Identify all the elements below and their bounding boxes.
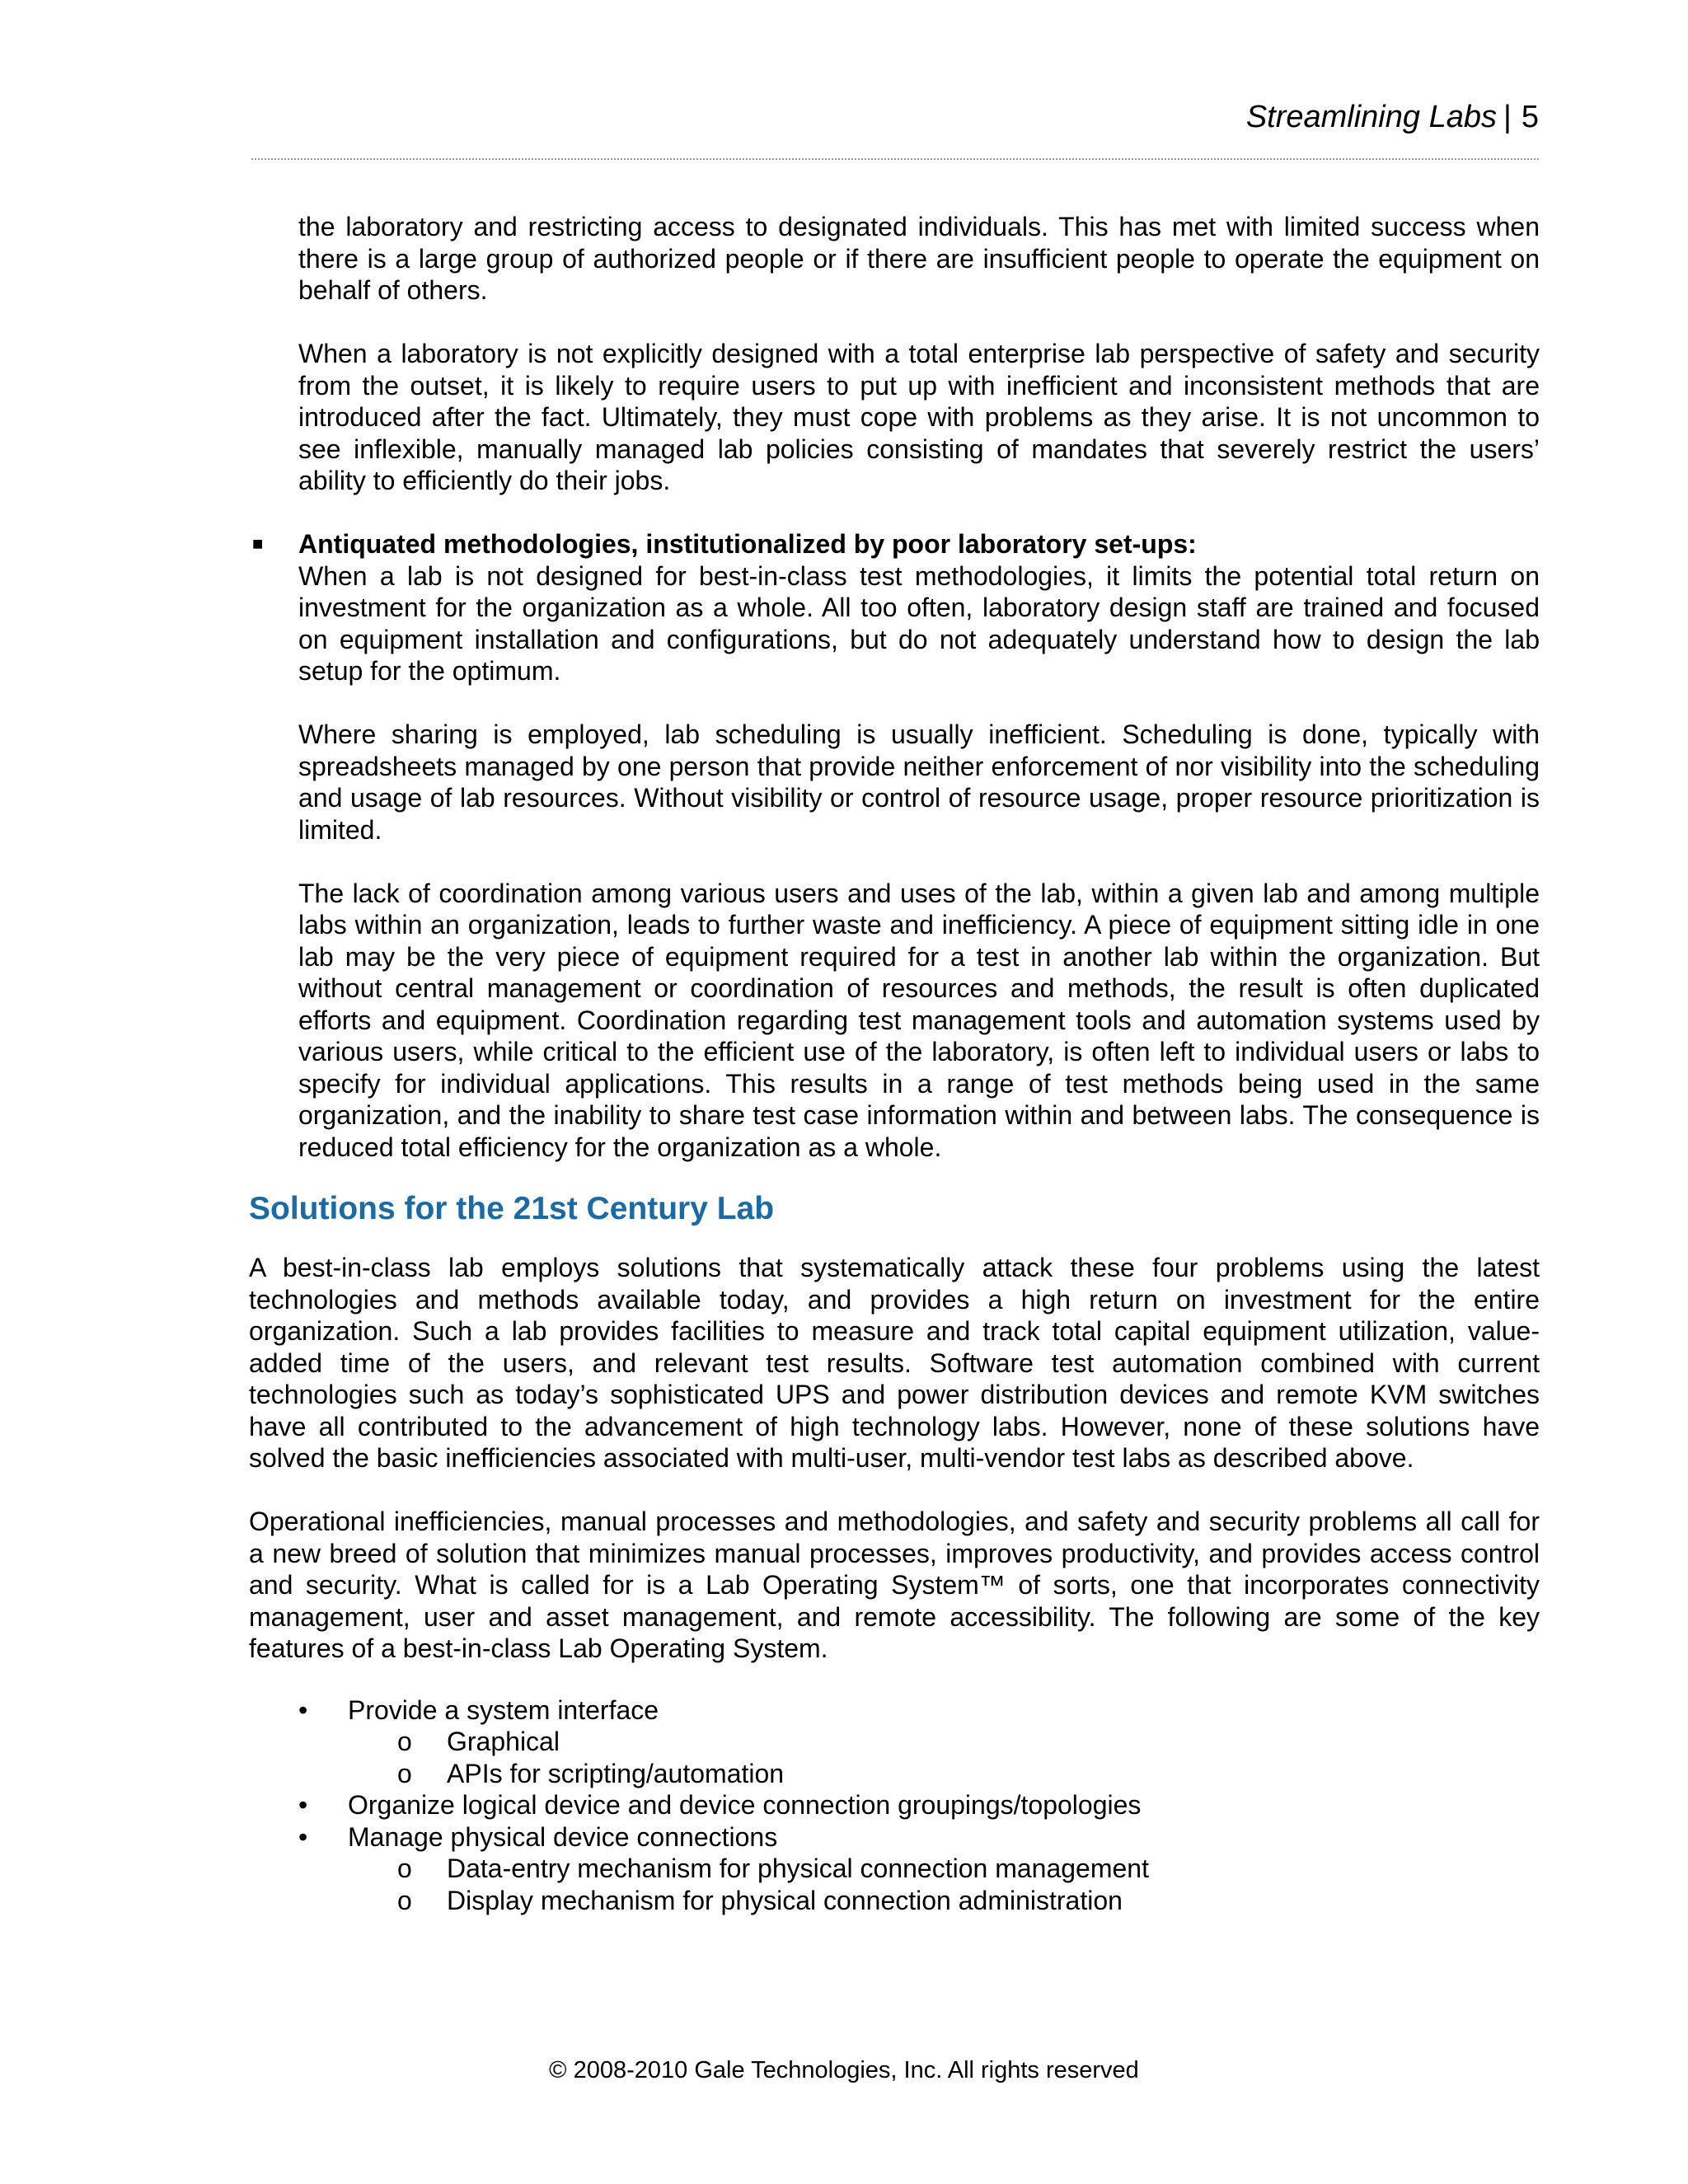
hollow-circle-bullet-icon: o <box>397 1885 412 1915</box>
document-body <box>249 211 1540 1916</box>
paragraph-lab-scheduling: Where sharing is employed, lab scheduling is usually inefficient. Scheduling is done, typically with spreadsheets managed by one person that provide neither enforcement of nor visibility into the scheduling and usage of lab resources. Without visibility or control of resource usage, proper resource prioritization is limited. <box>298 719 1540 845</box>
feature-item <box>249 1789 1540 1821</box>
hollow-circle-bullet-icon: o <box>397 1758 412 1788</box>
header-separator: | <box>1503 100 1512 134</box>
header-divider <box>251 158 1539 160</box>
paragraph-coordination: The lack of coordination among various users and uses of the lab, within a given lab and among multiple labs within an organization, leads to further waste and inefficiency. A piece of equipment sitting idle in one lab may be the very piece of equipment required for a test in another lab within the organization. But without central management or coordination of resources and methods, the result is often duplicated efforts and equipment. Coordination regarding test management tools and automation systems used by various users, while critical to the efficient use of the laboratory, is often left to individual users or labs to specify for individual applications. This results in a range of test methods being used in the same organization, and the inability to share test case information within and between labs. The consequence is reduced total efficiency for the organization as a whole. <box>298 878 1540 1162</box>
paragraph-best-in-class: A best-in-class lab employs solutions that systematically attack these four problems using the latest technologies and methods available today, and provides a high return on investment for the entire organization. Such a lab provides facilities to measure and track total capital equipment utilization, value-added time of the users, and relevant test results. Software test automation combined with current technologies such as today’s sophisticated UPS and power distribution devices and remote KVM switches have all contributed to the advancement of high technology labs. However, none of these solutions have solved the basic inefficiencies associated with multi-user, multi-vendor test labs as described above. <box>249 1253 1540 1473</box>
problem-bullet-antiquated-methodologies <box>252 528 1540 687</box>
feature-label: Manage physical device connections <box>348 1821 778 1852</box>
running-title: Streamlining Labs <box>1245 100 1497 134</box>
square-bullet-icon: ■ <box>252 533 264 554</box>
hollow-circle-bullet-icon: o <box>397 1854 412 1883</box>
feature-sublist <box>348 1726 1540 1789</box>
copyright-notice: © 2008-2010 Gale Technologies, Inc. All rights reserved <box>549 2057 1139 2083</box>
paragraph-safety-security: When a laboratory is not explicitly designed with a total enterprise lab perspective of safety and security from the outset, it is likely to require users to put up with inefficient and inconsistent methods that are introduced after the fact. Ultimately, they must cope with problems as they arise. It is not uncommon to see inflexible, manually managed lab policies consisting of mandates that severely restrict the users’ ability to efficiently do their jobs. <box>298 339 1540 495</box>
subitem-label: APIs for scripting/automation <box>447 1758 785 1788</box>
feature-subitem <box>249 1885 1540 1917</box>
page-number: 5 <box>1521 100 1539 134</box>
page-header <box>251 96 1539 138</box>
subitem-label: Graphical <box>447 1727 560 1756</box>
paragraph-access-restriction: the laboratory and restricting access to designated individuals. This has met with limited success when there is a large group of authorized people or if there are insufficient people to operate the equipment on behalf of others. <box>298 212 1540 305</box>
section-heading: Solutions for the 21st Century Lab <box>249 1191 775 1226</box>
subitem-label: Display mechanism for physical connection administration <box>447 1885 1123 1915</box>
feature-subitem <box>249 1758 1540 1790</box>
feature-list <box>249 1694 1540 1917</box>
feature-item <box>249 1694 1540 1790</box>
feature-subitem <box>249 1726 1540 1758</box>
page-footer <box>0 2054 1688 2087</box>
feature-label: Provide a system interface <box>348 1694 659 1725</box>
paragraph-lab-operating-system: Operational inefficiencies, manual processes and methodologies, and safety and security problems all call for a new breed of solution that minimizes manual processes, improves productivity, and provides access control and security. What is called for is a Lab Operating System™ of sorts, one that incorporates connectivity management, user and asset management, and remote accessibility. The following are some of the key features of a best-in-class Lab Operating System. <box>249 1507 1540 1663</box>
feature-item <box>249 1821 1540 1917</box>
bullet-heading: Antiquated methodologies, institutionalized by poor laboratory set-ups: <box>298 529 1197 559</box>
hollow-circle-bullet-icon: o <box>397 1727 412 1756</box>
bullet-dot-icon: • <box>298 1821 308 1852</box>
feature-label: Organize logical device and device connection groupings/topologies <box>348 1790 1142 1820</box>
feature-sublist <box>348 1853 1540 1916</box>
feature-subitem <box>249 1853 1540 1885</box>
paragraph-lab-design: When a lab is not designed for best-in-class test methodologies, it limits the potential total return on investment for the organization as a whole. All too often, laboratory design staff are trained and focused on equipment installation and configurations, but do not adequately understand how to design the lab setup for the optimum. <box>298 560 1540 686</box>
bullet-dot-icon: • <box>298 1790 308 1820</box>
bullet-dot-icon: • <box>298 1694 308 1725</box>
subitem-label: Data-entry mechanism for physical connection management <box>447 1854 1149 1883</box>
